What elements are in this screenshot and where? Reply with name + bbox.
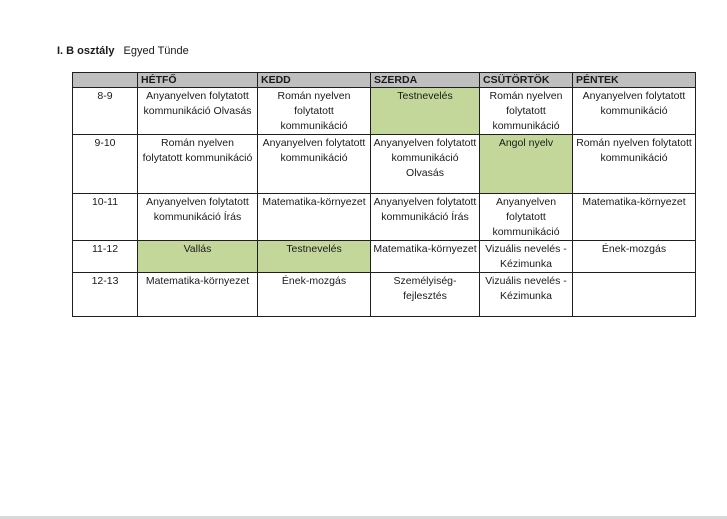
lesson-cell	[371, 273, 480, 317]
lesson-label: Ének-mozgás	[281, 275, 347, 287]
lesson-cell	[573, 88, 696, 135]
header-cell-time	[73, 73, 138, 88]
time-label: 9-10	[94, 137, 116, 149]
teacher-name: Egyed Tünde	[123, 45, 189, 57]
lesson-label: Román nyelven folytatott kommunikáció	[489, 90, 563, 132]
lesson-label: Anyanyelven folytatott kommunikáció Írás	[146, 196, 249, 223]
lesson-cell	[138, 273, 258, 317]
lesson-label: Román nyelven folytatott kommunikáció	[277, 90, 351, 132]
lesson-label: Anyanyelven folytatott kommunikáció	[582, 90, 686, 117]
lesson-label: Vallás	[183, 243, 212, 255]
lesson-cell	[480, 194, 573, 241]
lesson-cell	[371, 194, 480, 241]
lesson-label: Vizuális nevelés -Kézimunka	[485, 243, 567, 270]
table-row	[73, 135, 696, 194]
document-heading	[57, 44, 189, 58]
lesson-label: Anyanyelven folytatott kommunikáció	[262, 137, 366, 164]
time-cell	[73, 241, 138, 273]
table-row	[73, 194, 696, 241]
time-cell	[73, 135, 138, 194]
header-cell-monday: HÉTFŐ	[138, 73, 258, 88]
timetable	[72, 72, 696, 317]
lesson-label: Anyanyelven folytatott kommunikáció Írás	[373, 196, 477, 223]
time-cell	[73, 194, 138, 241]
lesson-cell	[480, 88, 573, 135]
time-cell	[73, 88, 138, 135]
lesson-label: Román nyelven folytatott kommunikáció	[576, 137, 692, 164]
header-cell-wednesday: SZERDA	[371, 73, 480, 88]
lesson-label: Vizuális nevelés -Kézimunka	[485, 275, 567, 302]
lesson-cell	[258, 135, 371, 194]
lesson-cell-highlighted	[138, 241, 258, 273]
time-cell	[73, 273, 138, 317]
lesson-label: Személyiség-fejlesztés	[393, 275, 457, 302]
time-label: 10-11	[91, 196, 119, 208]
lesson-label	[575, 273, 693, 274]
header-cell-tuesday: KEDD	[258, 73, 371, 88]
lesson-label: Ének-mozgás	[601, 243, 667, 255]
lesson-cell	[573, 194, 696, 241]
lesson-cell	[258, 88, 371, 135]
header-cell-friday: PÉNTEK	[573, 73, 696, 88]
lesson-cell	[480, 273, 573, 317]
lesson-cell	[138, 194, 258, 241]
lesson-label: Testnevelés	[397, 90, 453, 102]
lesson-cell	[573, 241, 696, 273]
lesson-cell-highlighted	[258, 241, 371, 273]
lesson-label: Matematika-környezet	[582, 196, 686, 208]
lesson-label: Román nyelven folytatott kommunikáció	[142, 137, 253, 164]
lesson-cell	[480, 241, 573, 273]
lesson-cell-highlighted	[371, 88, 480, 135]
time-label: 8-9	[97, 90, 113, 102]
lesson-cell	[371, 135, 480, 194]
table-row	[73, 273, 696, 317]
lesson-cell	[573, 135, 696, 194]
lesson-cell-empty	[573, 273, 696, 317]
lesson-cell	[258, 273, 371, 317]
lesson-label: Matematika-környezet	[373, 243, 477, 255]
lesson-label: Testnevelés	[286, 243, 342, 255]
lesson-cell	[138, 88, 258, 135]
lesson-cell	[371, 241, 480, 273]
lesson-cell	[258, 194, 371, 241]
lesson-label: Matematika-környezet	[145, 275, 250, 287]
lesson-label: Matematika-környezet	[262, 196, 366, 208]
lesson-label: Angol nyelv	[498, 137, 554, 149]
header-row	[73, 73, 696, 88]
time-label: 12-13	[91, 275, 119, 287]
class-name: I. B osztály	[57, 45, 115, 57]
lesson-cell-highlighted	[480, 135, 573, 194]
header-cell-thursday: CSÜTÖRTÖK	[480, 73, 573, 88]
lesson-cell	[138, 135, 258, 194]
table-row	[73, 241, 696, 273]
lesson-label: Anyanyelven folytatott kommunikáció Olvasás	[143, 90, 252, 117]
time-label: 11-12	[91, 243, 119, 255]
lesson-label: Anyanyelven folytatott kommunikáció Olvasás	[373, 137, 477, 179]
lesson-label: Anyanyelven folytatott kommunikáció	[492, 196, 560, 238]
table-row	[73, 88, 696, 135]
